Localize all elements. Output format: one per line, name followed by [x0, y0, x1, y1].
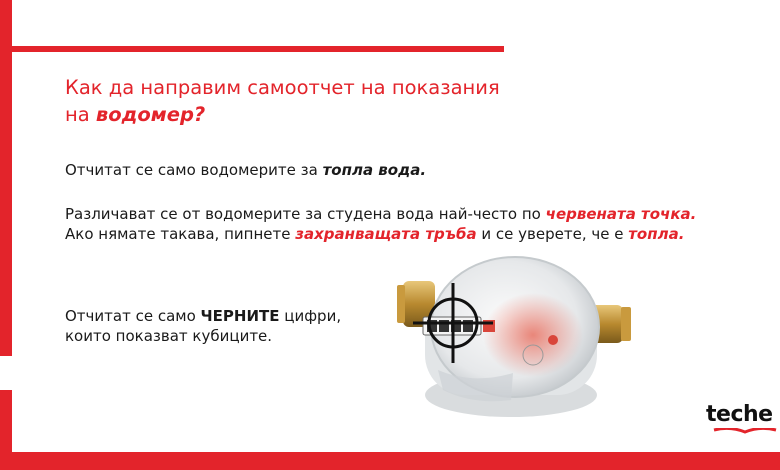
instruction-text: цифри, [279, 307, 342, 325]
frame-left-top [0, 0, 12, 356]
title-highlight: водомер? [95, 103, 206, 126]
title-prefix: на [65, 103, 96, 126]
logo-book-icon [712, 428, 778, 438]
instruction-text: Ако нямате такава, пипнете [65, 225, 296, 243]
instruction-text: които показват кубиците. [65, 327, 273, 345]
title-line-1: Как да направим самоотчет на показания [65, 76, 500, 99]
instruction-text: Различават се от водомерите за студена вода най-често по [65, 205, 546, 223]
water-meter-image [383, 245, 645, 425]
instruction-highlight: топла вода. [322, 161, 427, 179]
frame-top-line [12, 46, 504, 52]
instruction-text: Отчитат се само [65, 307, 201, 325]
instruction-text: Отчитат се само водомерите за [65, 161, 323, 179]
teche-logo: teche [706, 402, 773, 427]
instruction-highlight: червената точка. [545, 205, 697, 223]
instruction-highlight: топла. [628, 225, 685, 243]
instruction-red-dot [65, 204, 696, 224]
instruction-black-digits [65, 306, 341, 326]
instruction-highlight: ЧЕРНИТЕ [200, 307, 280, 325]
instruction-text: и се уверете, че е [476, 225, 629, 243]
frame-bottom-bar [0, 452, 780, 470]
instruction-touch-pipe [65, 224, 684, 244]
page-title [65, 74, 515, 128]
instruction-cubic-meters [65, 326, 272, 346]
instruction-highlight: захранващата тръба [295, 225, 477, 243]
instruction-hot-water [65, 160, 426, 180]
